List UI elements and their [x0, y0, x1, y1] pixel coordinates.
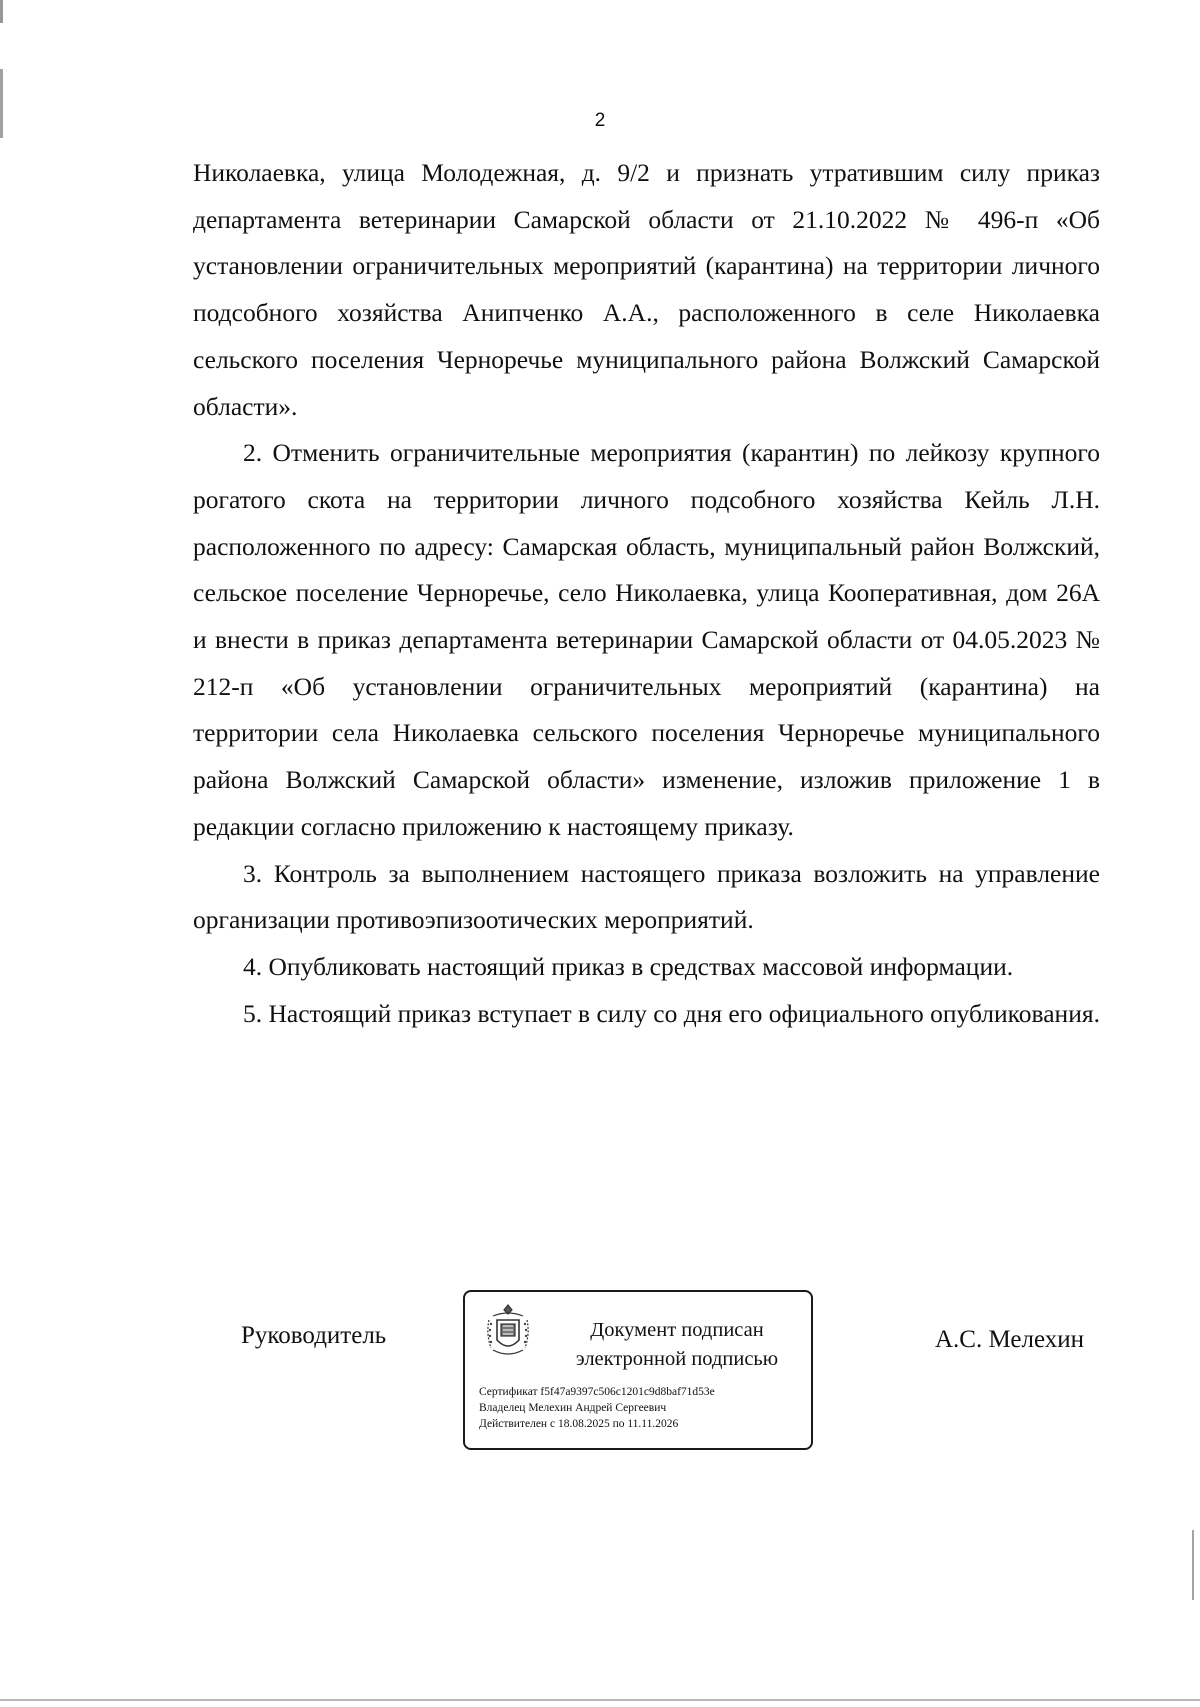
stamp-title-line-1: Документ подписан [590, 1319, 764, 1341]
paragraph-continuation: Николаевка, улица Молодежная, д. 9/2 и признать утратившим силу приказ департамента ветеринарии Самарской области от 21.10.2022 № 496-п «Об установлении ограничительных мероприятий (карантина) на территории личного подсобного хозяйства Анипченко А.А., расположенного в селе Николаевка сельского поселения Черноречье муниципального района Волжский Самарской области». [193, 158, 1100, 421]
stamp-validity: Действителен с 18.08.2025 по 11.11.2026 [479, 1418, 679, 1430]
signer-position: Руководитель [241, 1322, 387, 1349]
stamp-details [479, 1384, 809, 1432]
page-number: 2 [594, 110, 606, 131]
scan-edge-right [1192, 1530, 1194, 1600]
electronic-signature-stamp [463, 1290, 813, 1450]
coat-of-arms-icon [483, 1302, 533, 1360]
signature-block [0, 1290, 1200, 1450]
signer-name: А.С. Мелехин [935, 1326, 1084, 1353]
document-body [193, 150, 1100, 1037]
paragraph-item-2: 2. Отменить ограничительные мероприятия (карантин) по лейкозу крупного рогатого скота на территории личного подсобного хозяйства Кейль Л.Н. расположенного по адресу: Самарская область, муниципальный район Волжский, сельское поселение Черноречье, село Николаевка, улица Кооперативная, дом 26А и внести в приказ департамента ветеринарии Самарской области от 04.05.2023 № 212-п «Об установлении ограничительных мероприятий (карантина) на территории села Николаевка сельского поселения Черноречье муниципального района Волжский Самарской области» изменение, изложив приложение 1 в редакции согласно приложению к настоящему приказу. [193, 438, 1100, 841]
scan-edge-bottom [0, 1699, 1200, 1701]
paragraph-item-3: 3. Контроль за выполнением настоящего приказа возложить на управление организации противоэпизоотических мероприятий. [193, 858, 1100, 935]
paragraph-item-4: 4. Опубликовать настоящий приказ в средствах массовой информации. [243, 951, 1014, 981]
stamp-title [553, 1316, 801, 1374]
stamp-owner: Владелец Мелехин Андрей Сергеевич [479, 1402, 667, 1414]
paragraph-item-5: 5. Настоящий приказ вступает в силу со дня его официального опубликования. [243, 998, 1100, 1028]
stamp-title-line-2: электронной подписью [575, 1348, 779, 1370]
stamp-certificate: Сертификат f5f47a9397c506c1201c9d8baf71d53e [479, 1386, 715, 1398]
